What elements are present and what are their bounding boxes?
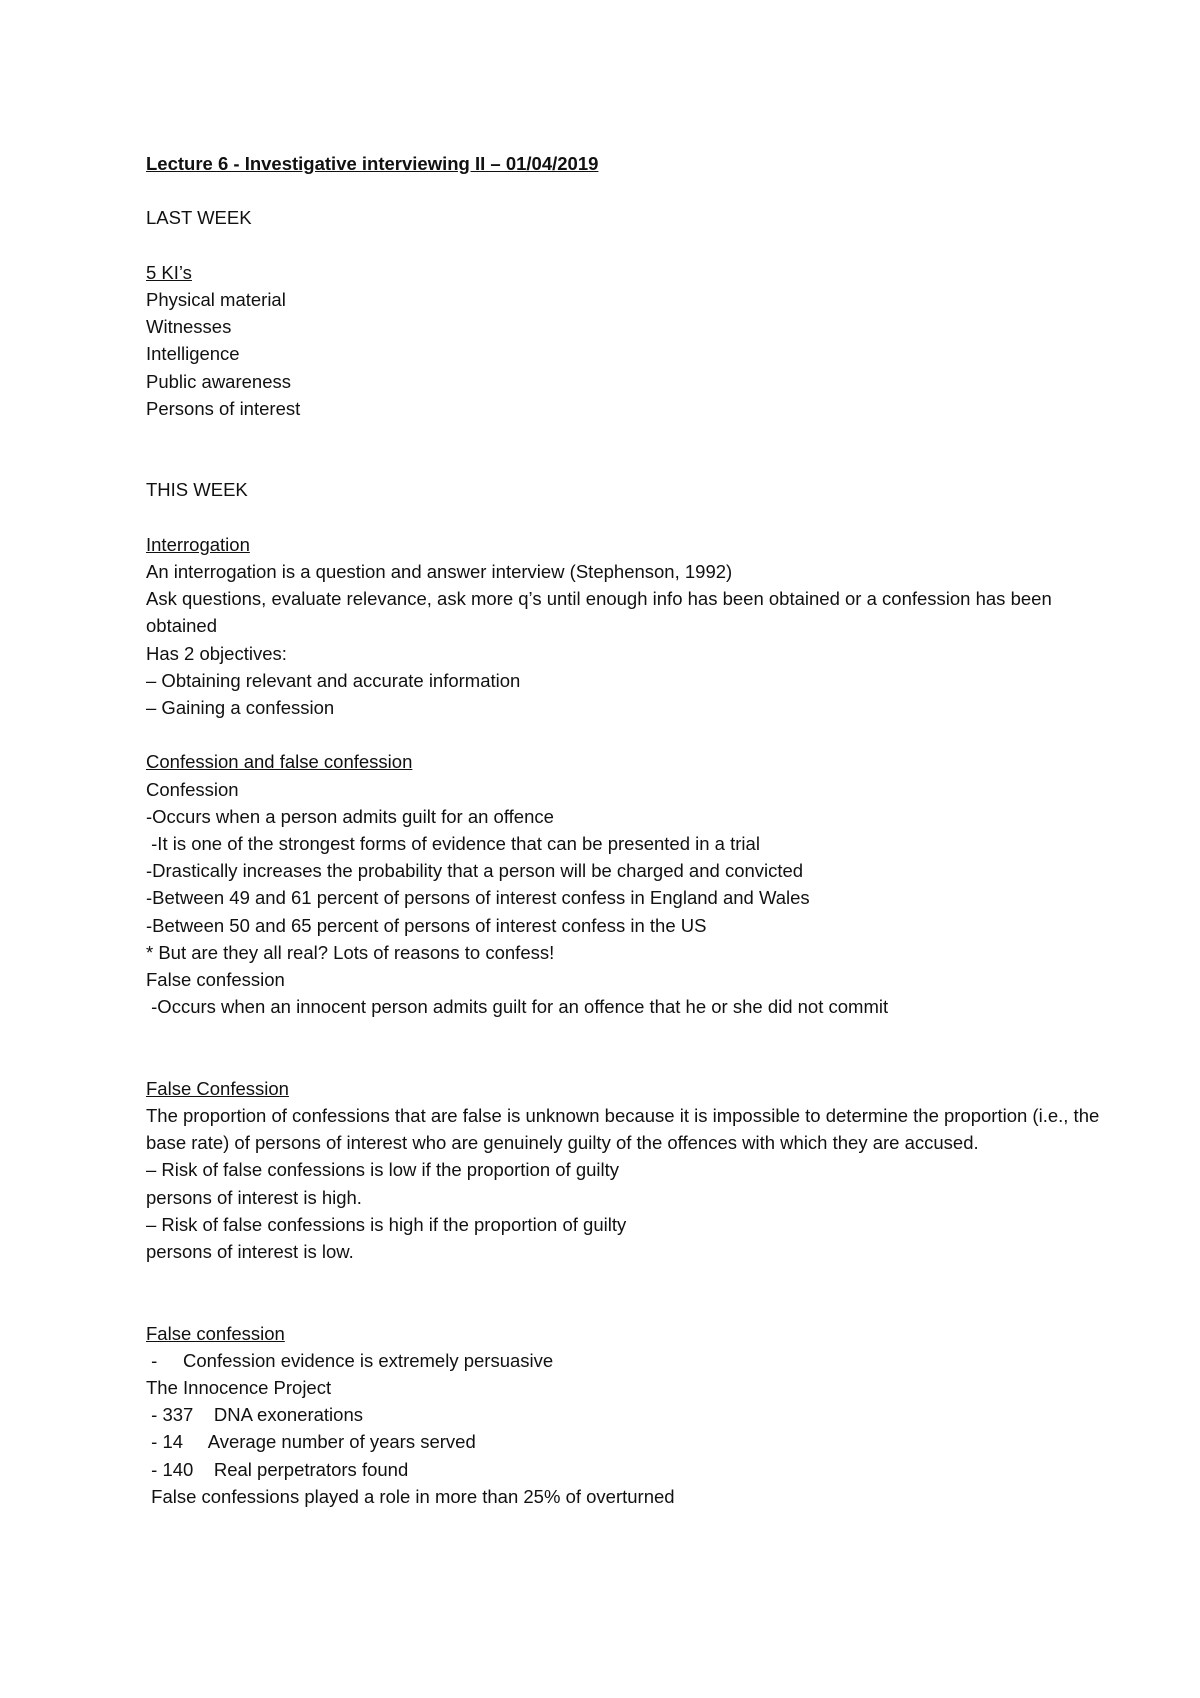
ki-heading: 5 KI’s [146, 261, 192, 283]
stat-line: - 140 Real perpetrators found [146, 1458, 409, 1480]
closing-line: False confessions played a role in more than 25% of overturned [146, 1485, 675, 1507]
interrogation-process: Ask questions, evaluate relevance, ask more q’s until enough info has been obtained or a confession has been obtained [146, 588, 1052, 637]
risk-line: persons of interest is low. [146, 1241, 354, 1263]
false-confession-heading: False Confession [146, 1077, 289, 1099]
confession-subheading: Confession [146, 778, 239, 800]
stat-line: - 14 Average number of years served [146, 1431, 476, 1453]
false-confession-paragraph: The proportion of confessions that are false is unknown because it is impossible to determine the proportion (i.e., the base rate) of persons of interest who are genuinely guilty of the offences with which they are accused. [146, 1105, 1100, 1154]
false-confession-label: False confession [146, 969, 285, 991]
confession-point: -It is one of the strongest forms of evidence that can be presented in a trial [146, 833, 760, 854]
confession-point: -Between 49 and 61 percent of persons of interest confess in England and Wales [146, 887, 810, 909]
risk-line: persons of interest is high. [146, 1186, 362, 1208]
confession-point: -Between 50 and 65 percent of persons of interest confess in the US [146, 914, 707, 936]
last-week-heading: LAST WEEK [146, 207, 252, 229]
ki-item: Persons of interest [146, 397, 301, 419]
ki-item: Physical material [146, 288, 286, 310]
objective-item: – Obtaining relevant and accurate information [146, 669, 521, 691]
confession-point: -Occurs when a person admits guilt for an offence [146, 805, 554, 827]
false-confession-point: -Occurs when an innocent person admits guilt for an offence that he or she did not commit [146, 996, 889, 1018]
ki-item: Intelligence [146, 343, 240, 365]
objectives-label: Has 2 objectives: [146, 642, 287, 664]
confession-point: -Drastically increases the probability that a person will be charged and convicted [146, 860, 804, 882]
confession-heading: Confession and false confession [146, 751, 413, 773]
ki-item: Public awareness [146, 370, 291, 392]
interrogation-heading: Interrogation [146, 533, 250, 555]
risk-line: – Risk of false confessions is high if the proportion of guilty [146, 1213, 627, 1235]
innocence-project-label: The Innocence Project [146, 1377, 332, 1399]
persuasive-point: - Confession evidence is extremely persuasive [146, 1349, 554, 1371]
confession-point: * But are they all real? Lots of reasons to confess! [146, 941, 555, 963]
risk-line: – Risk of false confessions is low if the proportion of guilty [146, 1159, 620, 1181]
document-body [146, 150, 1106, 1510]
ki-item: Witnesses [146, 316, 232, 338]
false-confession-heading-2: False confession [146, 1322, 285, 1344]
interrogation-definition: An interrogation is a question and answer interview (Stephenson, 1992) [146, 560, 733, 582]
objective-item: – Gaining a confession [146, 697, 335, 718]
page-title: Lecture 6 - Investigative interviewing II – 01/04/2019 [146, 153, 599, 174]
this-week-heading: THIS WEEK [146, 479, 248, 501]
stat-line: - 337 DNA exonerations [146, 1404, 363, 1426]
